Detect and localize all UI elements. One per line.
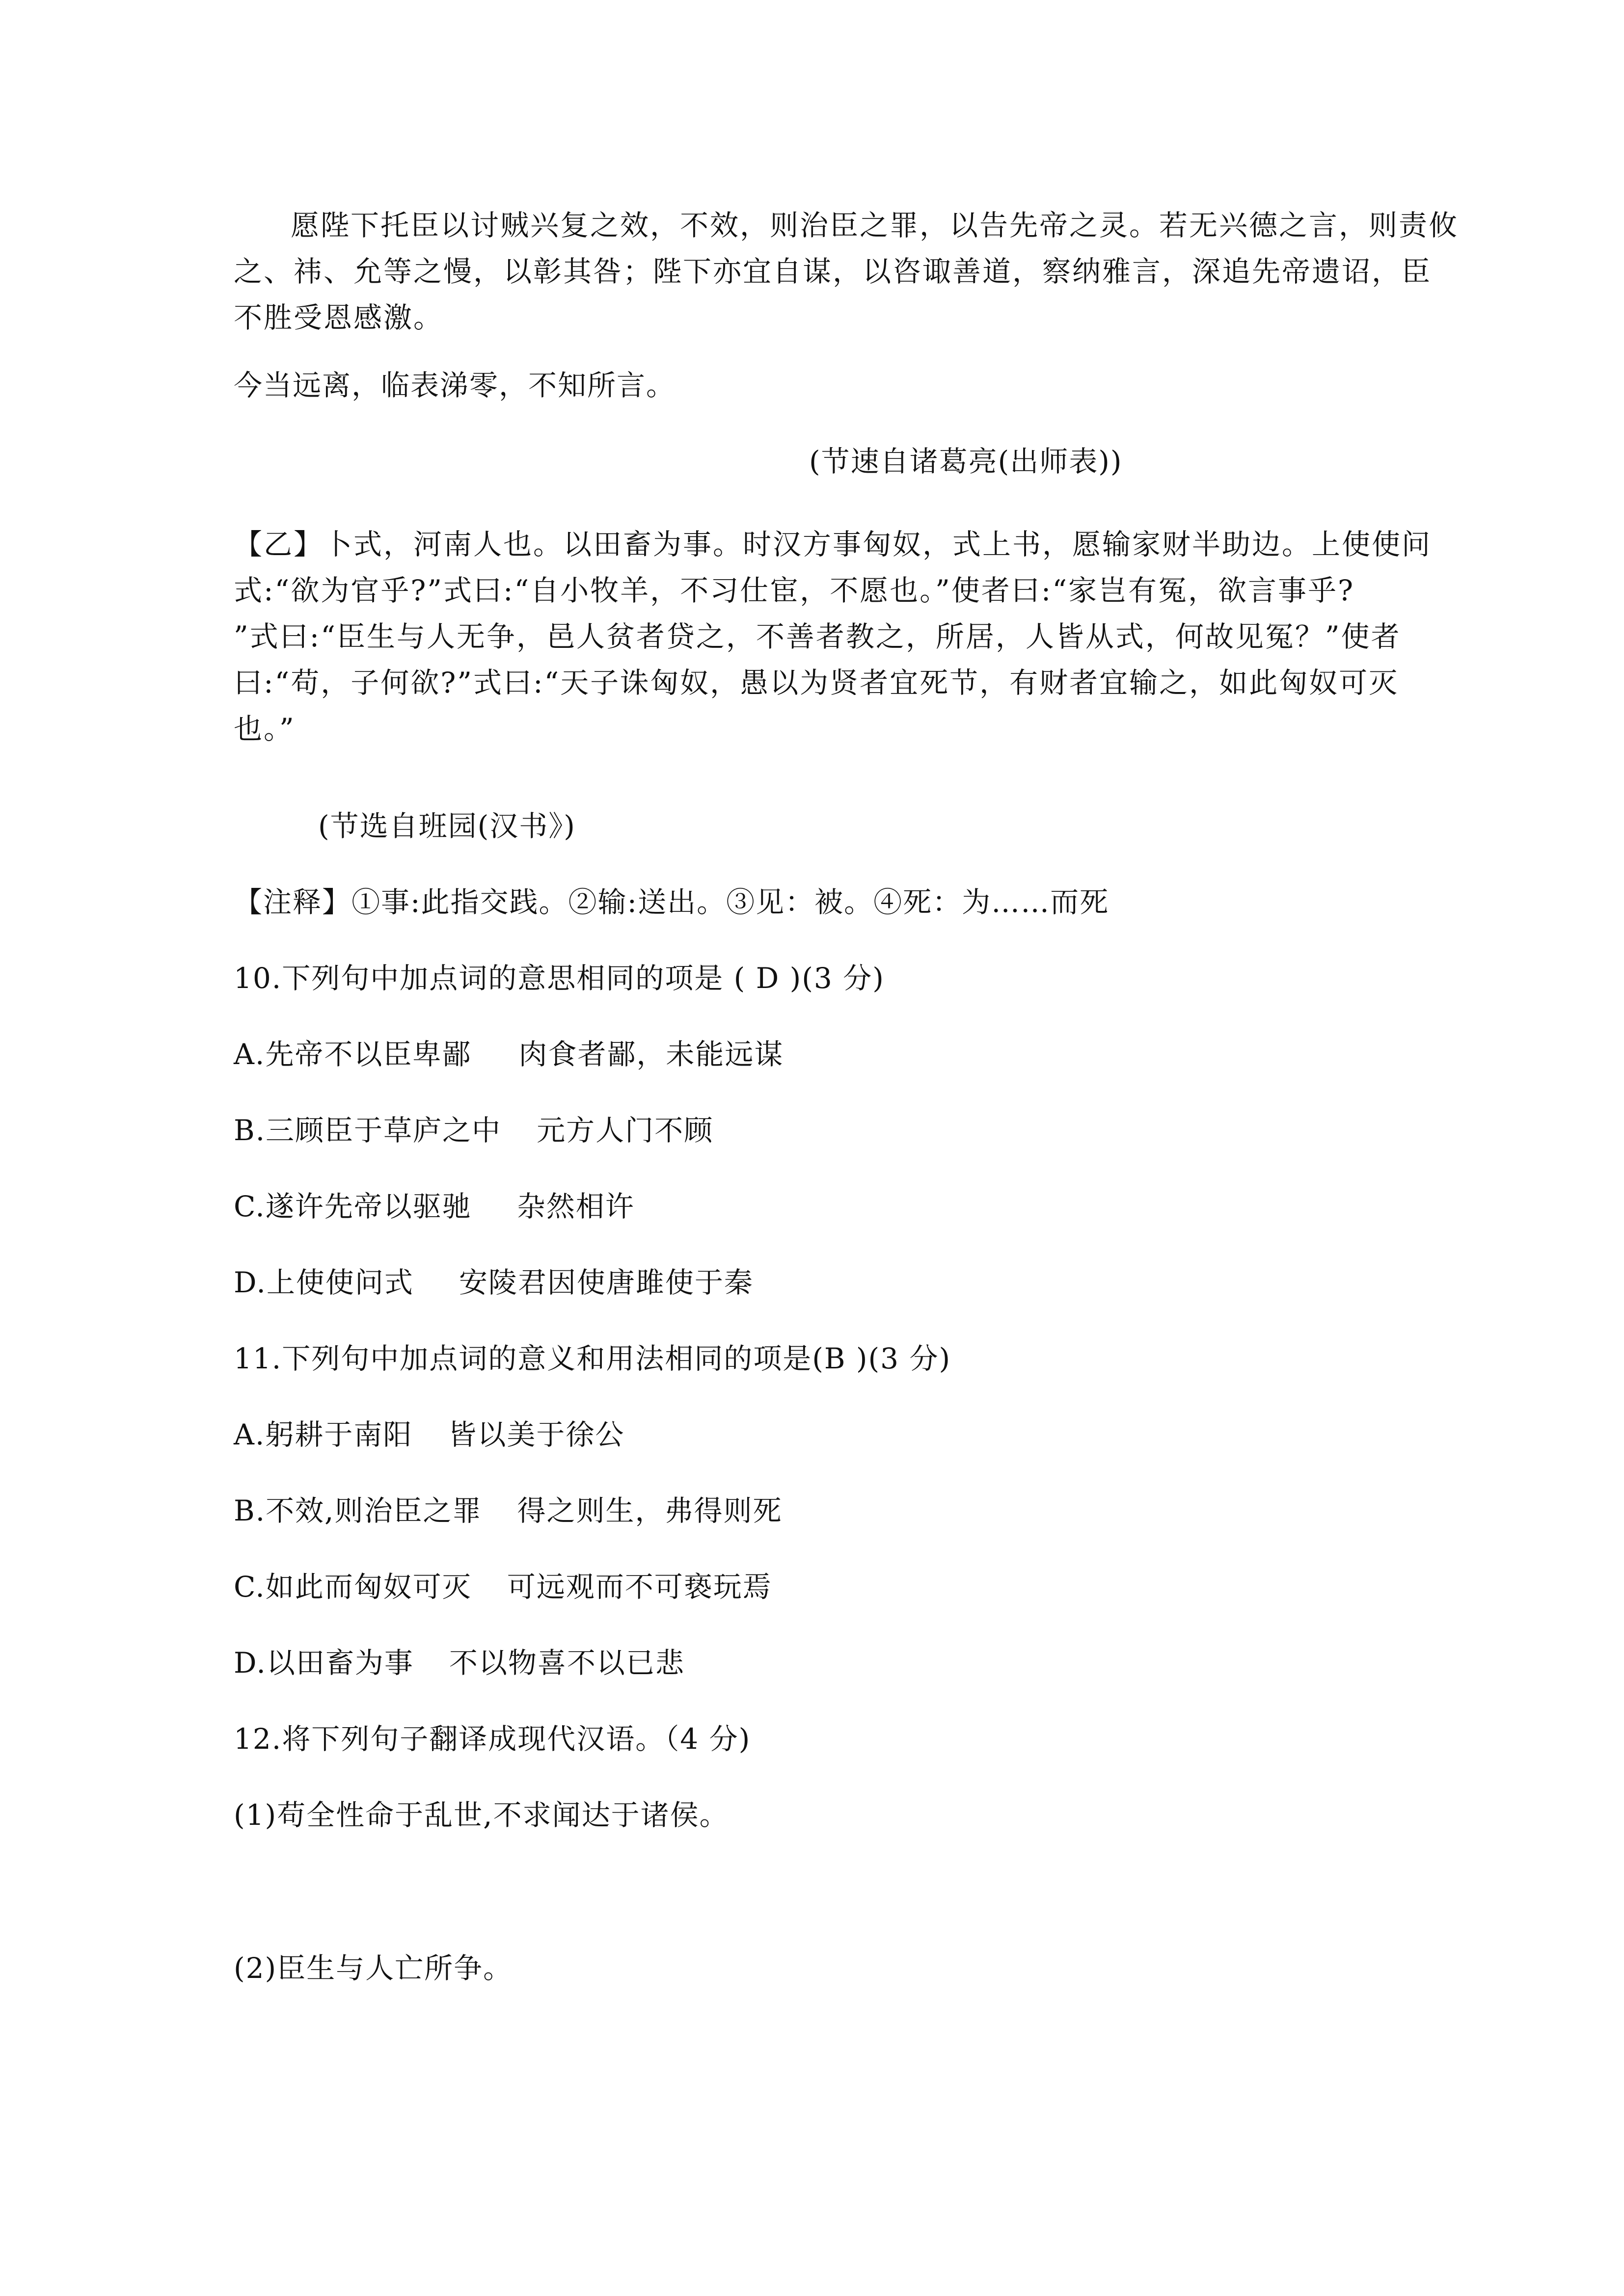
passage-b-line: 【乙】卜式，河南人也。以田畜为事。时汉方事匈奴，式上书，愿输家财半助边。上使使问 — [234, 528, 1432, 561]
question-12-stem: 12.将下列句子翻译成现代汉语。（4 分) — [234, 1722, 751, 1756]
option-sentence-b: 皆以美于徐公 — [448, 1418, 625, 1451]
option-sentence-b: 可远观而不可亵玩焉 — [507, 1570, 772, 1603]
option-sentence-a: D.上使使问式 — [234, 1266, 414, 1299]
annotation-notes: 【注释】①事:此指交践。②输:送出。③见：被。④死：为……而死 — [234, 885, 1110, 919]
question-10-option — [234, 1189, 635, 1224]
question-12-item: (1)苟全性命于乱世,不求闻达于诸侯。 — [234, 1798, 729, 1832]
option-sentence-a: B.三顾臣于草庐之中 — [234, 1114, 502, 1147]
question-11-option — [234, 1494, 783, 1528]
option-sentence-b: 肉食者鄙，未能远谋 — [518, 1038, 784, 1071]
question-10-option — [234, 1113, 713, 1148]
option-sentence-b: 安陵君因使唐雎使于秦 — [459, 1266, 754, 1299]
passage-b-line: ”式曰:“臣生与人无争，邑人贫者贷之，不善者教之，所居，人皆从式，何故见冤？”使者 — [234, 620, 1401, 653]
question-11-option — [234, 1646, 685, 1680]
option-sentence-a: C.如此而匈奴可灭 — [234, 1570, 472, 1603]
option-sentence-a: B.不效,则治臣之罪 — [234, 1494, 482, 1527]
question-10-option — [234, 1265, 754, 1300]
option-sentence-b: 元方人门不顾 — [537, 1114, 714, 1147]
passage-b-line: 式:“欲为官乎?”式曰:“自小牧羊，不习仕宦，不愿也。”使者曰:“家岂有冤，欲言事乎? — [234, 574, 1355, 607]
option-sentence-a: C.遂许先帝以驱驰 — [234, 1190, 472, 1223]
question-12-item: (2)臣生与人亡所争。 — [234, 1951, 513, 1985]
option-sentence-b: 杂然相许 — [516, 1190, 635, 1223]
question-11-stem: 11.下列句中加点词的意义和用法相同的项是(B )(3 分) — [234, 1342, 951, 1375]
option-sentence-a: A.躬耕于南阳 — [234, 1418, 413, 1451]
passage-a-source: (节速自诸葛亮(出师表)) — [809, 445, 1123, 478]
passage-b-paragraph — [234, 521, 1432, 752]
passage-a-line: 愿陛下托臣以讨贼兴复之效，不效，则治臣之罪，以告先帝之灵。若无兴德之言，则责攸 — [291, 209, 1459, 242]
passage-a-line: 之、祎、允等之慢，以彰其咎；陛下亦宜自谋，以咨诹善道，察纳雅言，深追先帝遗诏，臣 — [234, 255, 1432, 288]
passage-a-line: 不胜受恩感激。 — [234, 301, 444, 334]
question-11-option — [234, 1417, 624, 1452]
option-sentence-b: 得之则生，弗得则死 — [517, 1494, 783, 1527]
question-11-option — [234, 1570, 772, 1604]
question-10-stem: 10.下列句中加点词的意思相同的项是 ( D )(3 分) — [234, 961, 885, 995]
option-sentence-a: A.先帝不以臣卑鄙 — [234, 1038, 472, 1071]
option-sentence-b: 不以物喜不以已悲 — [449, 1646, 685, 1680]
question-10-option — [234, 1037, 784, 1071]
passage-a-closing: 今当远离，临表涕零，不知所言。 — [234, 369, 676, 402]
passage-b-line: 也。” — [234, 712, 296, 746]
passage-b-source: (节选自班园(汉书》) — [318, 809, 576, 843]
passage-b-line: 曰:“苟，子何欲?”式曰:“天子诛匈奴，愚以为贤者宜死节，有财者宜输之，如此匈奴可灭 — [234, 666, 1399, 699]
option-sentence-a: D.以田畜为事 — [234, 1646, 414, 1680]
passage-a-paragraph — [234, 202, 1459, 341]
